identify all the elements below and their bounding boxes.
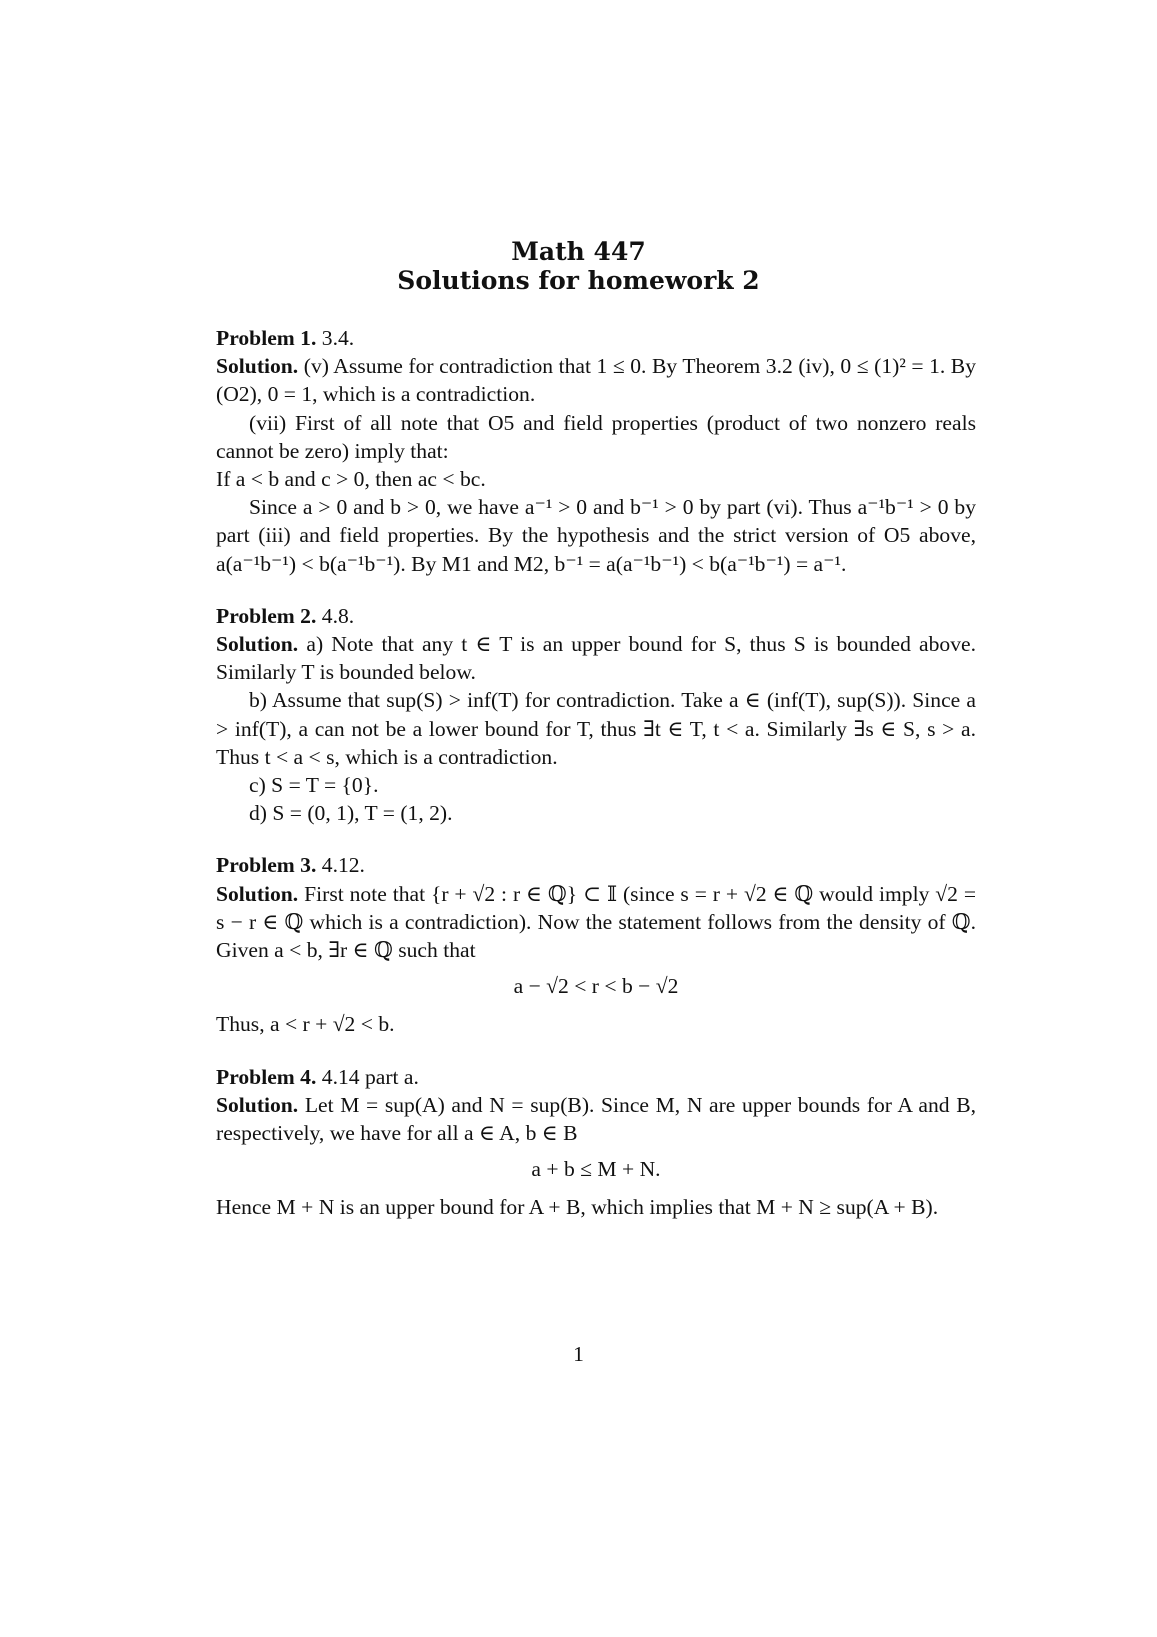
solution-text: a) Note that any t ∈ T is an upper bound for S, thus S is bounded above. Similarly T is bounded below.: [216, 632, 976, 685]
problem-3-ref: 4.12.: [321, 853, 365, 878]
problem-3-solution: [216, 880, 976, 965]
problem-3-label: Problem 3.: [216, 853, 317, 878]
problem-2-solution-part-d: d) S = (0, 1), T = (1, 2).: [249, 801, 453, 826]
problem-2-heading: [216, 602, 976, 630]
problem-4-ref: 4.14 part a.: [321, 1064, 419, 1089]
problem-3: [216, 851, 976, 1038]
solution-label: Solution.: [216, 1092, 299, 1117]
solution-label: Solution.: [216, 354, 299, 379]
solution-text: First note that {r + √2 : r ∈ ℚ} ⊂ 𝕀 (since s = r + √2 ∈ ℚ would imply √2 = s − r ∈ ℚ which is a contradiction). Now the statement follows from the density of ℚ. Given a < b, ∃r ∈ ℚ such that: [216, 881, 976, 963]
solution-label: Solution.: [216, 881, 299, 906]
problem-2-ref: 4.8.: [321, 603, 355, 628]
problem-1-o5-statement: If a < b and c > 0, then ac < bc.: [216, 467, 486, 492]
problem-4-solution: [216, 1091, 976, 1147]
problem-2-solution-part-a: [216, 630, 976, 686]
document-body: [216, 324, 976, 1222]
page-number: 1: [573, 1342, 584, 1366]
problem-2-solution-part-b: b) Assume that sup(S) > inf(T) for contradiction. Take a ∈ (inf(T), sup(S)). Since a > inf(T), a can not be a lower bound for T, thus ∃t ∈ T, t < a. Similarly ∃s ∈ S, s > a. Thus t < a < s, which is a contradiction.: [216, 688, 976, 769]
problem-3-heading: [216, 851, 976, 879]
solution-text: Let M = sup(A) and N = sup(B). Since M, N are upper bounds for A and B, respectively, we have for all a ∈ A, b ∈ B: [216, 1092, 976, 1146]
problem-1-solution-part-vii: (vii) First of all note that O5 and field properties (product of two nonzero reals cannot be zero) imply that:: [216, 410, 976, 463]
solution-text: (v) Assume for contradiction that 1 ≤ 0. By Theorem 3.2 (iv), 0 ≤ (1)² = 1. By (O2), 0 = 1, which is a contradiction.: [216, 354, 977, 407]
problem-4-label: Problem 4.: [216, 1064, 317, 1089]
document-title: Solutions for homework 2: [397, 266, 760, 295]
problem-4: [216, 1063, 976, 1222]
problem-1-label: Problem 1.: [216, 326, 317, 350]
course-title: Math 447: [511, 237, 646, 266]
problem-2-label: Problem 2.: [216, 603, 317, 628]
problem-4-display-equation: a + b ≤ M + N.: [531, 1157, 661, 1182]
problem-4-conclusion: Hence M + N is an upper bound for A + B, which implies that M + N ≥ sup(A + B).: [216, 1195, 939, 1220]
problem-1-solution-part-v: [216, 352, 976, 408]
problem-3-display-equation: a − √2 < r < b − √2: [513, 974, 679, 999]
problem-2: [216, 602, 976, 828]
problem-3-conclusion: Thus, a < r + √2 < b.: [216, 1012, 395, 1037]
problem-1-argument: Since a > 0 and b > 0, we have a⁻¹ > 0 and b⁻¹ > 0 by part (vi). Thus a⁻¹b⁻¹ > 0 by part (iii) and field properties. By the hypothesis and the strict version of O5 above, a(a⁻¹b⁻¹) < b(a⁻¹b⁻¹). By M1 and M2, b⁻¹ = a(a⁻¹b⁻¹) < b(a⁻¹b⁻¹) = a⁻¹.: [216, 495, 976, 576]
solution-label: Solution.: [216, 632, 299, 657]
problem-4-heading: [216, 1063, 976, 1091]
problem-2-solution-part-c: c) S = T = {0}.: [249, 773, 379, 798]
problem-1: [216, 324, 976, 578]
problem-1-ref: 3.4.: [321, 326, 355, 350]
problem-1-heading: [216, 324, 976, 352]
